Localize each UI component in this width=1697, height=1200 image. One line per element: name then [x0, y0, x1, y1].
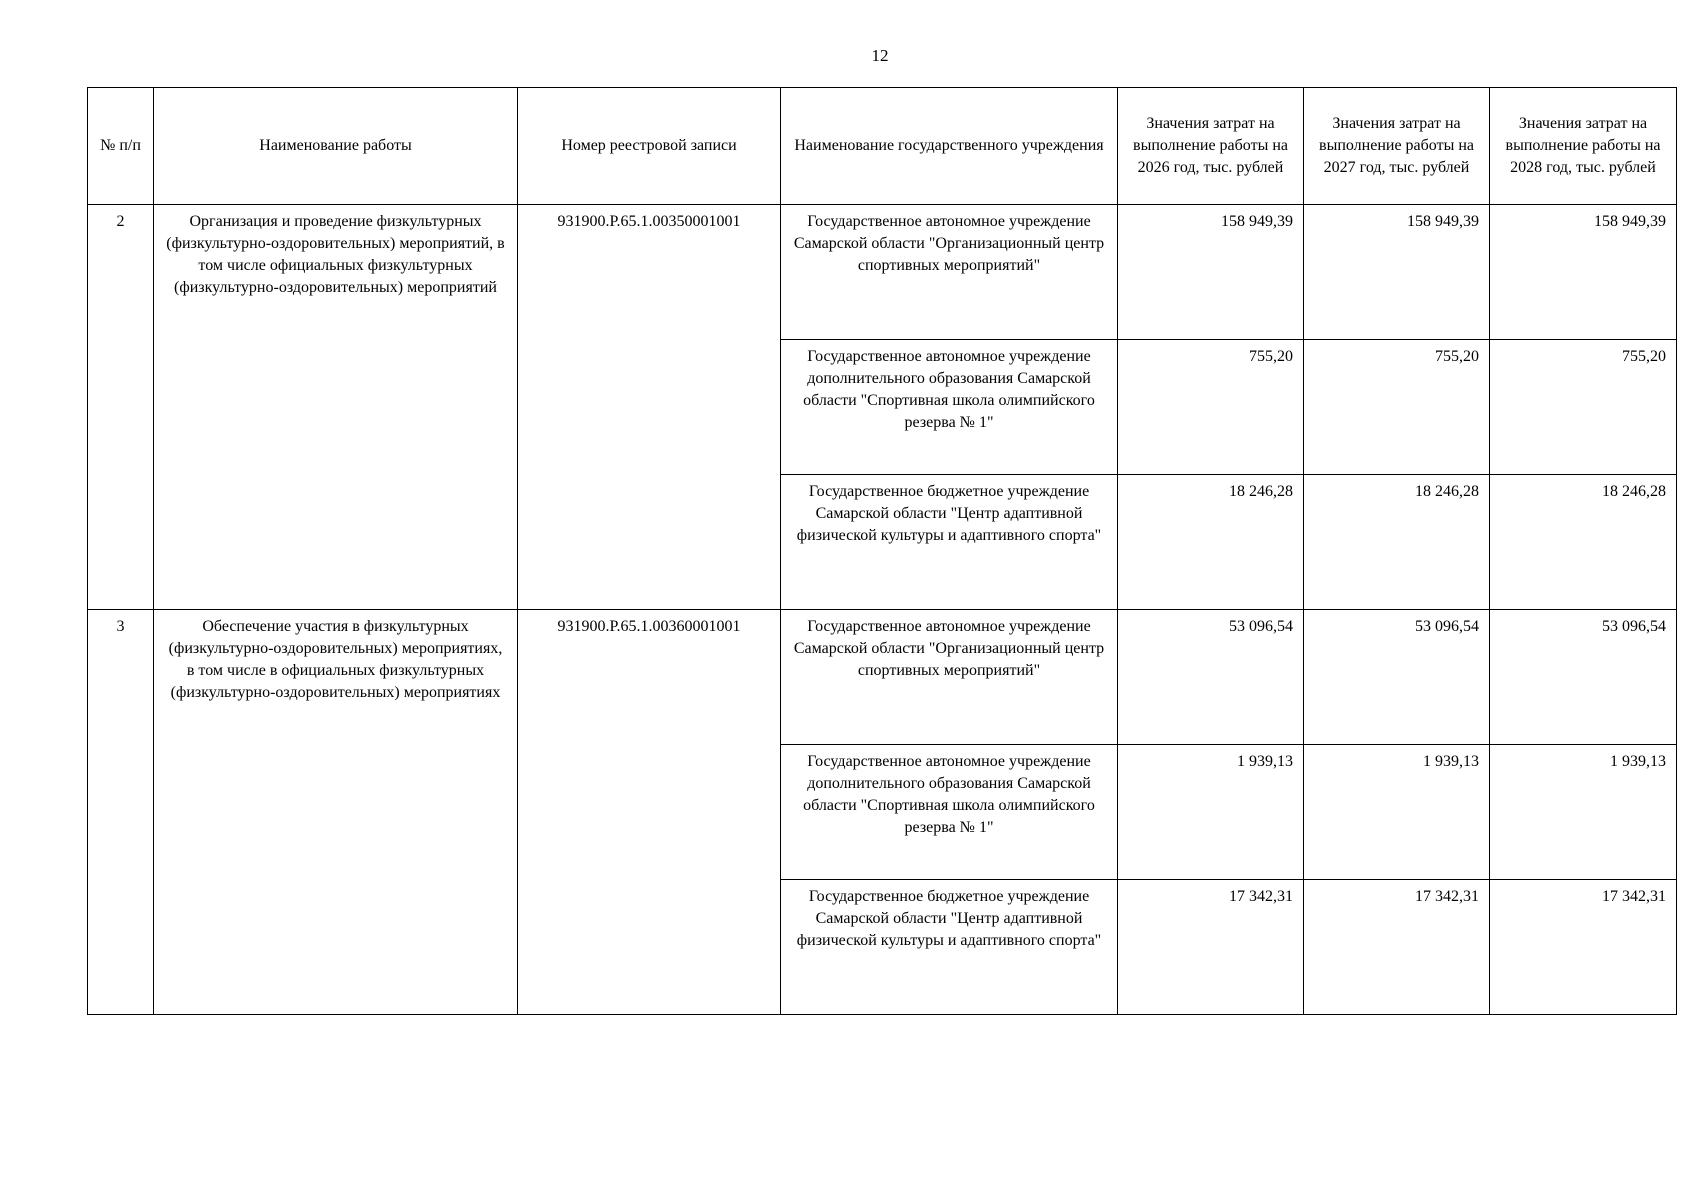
row-number: 2: [88, 205, 154, 610]
row-number: 3: [88, 610, 154, 1015]
header-cost-2027: Значения затрат на выполнение работы на 2027 год, тыс. рублей: [1304, 88, 1490, 205]
work-name: Обеспечение участия в физкультурных (физкультурно-оздоровительных) мероприятиях, в том числе в официальных физкультурных (физкультурно-оздоровительных) мероприятиях: [154, 610, 518, 1015]
header-institution: Наименование государственного учреждения: [781, 88, 1118, 205]
institution-name: Государственное бюджетное учреждение Самарской области "Центр адаптивной физической культуры и адаптивного спорта": [781, 475, 1118, 610]
cost-2027: 18 246,28: [1304, 475, 1490, 610]
header-row: [88, 88, 1677, 205]
work-name: Организация и проведение физкультурных (физкультурно-оздоровительных) мероприятий, в том числе официальных физкультурных (физкультурно-оздоровительных) мероприятий: [154, 205, 518, 610]
cost-2028: 18 246,28: [1490, 475, 1677, 610]
institution-name: Государственное бюджетное учреждение Самарской области "Центр адаптивной физической культуры и адаптивного спорта": [781, 880, 1118, 1015]
header-cost-2028: Значения затрат на выполнение работы на 2028 год, тыс. рублей: [1490, 88, 1677, 205]
cost-2028: 158 949,39: [1490, 205, 1677, 340]
cost-2028: 53 096,54: [1490, 610, 1677, 745]
cost-table: [87, 87, 1677, 1015]
institution-name: Государственное автономное учреждение дополнительного образования Самарской области "Спортивная школа олимпийского резерва № 1": [781, 745, 1118, 880]
header-registry: Номер реестровой записи: [518, 88, 781, 205]
cost-2027: 755,20: [1304, 340, 1490, 475]
table-row: [88, 205, 1677, 340]
institution-name: Государственное автономное учреждение Самарской области "Организационный центр спортивных мероприятий": [781, 610, 1118, 745]
header-num: № п/п: [88, 88, 154, 205]
registry-number: 931900.Р.65.1.00360001001: [518, 610, 781, 1015]
header-work: Наименование работы: [154, 88, 518, 205]
cost-2028: 755,20: [1490, 340, 1677, 475]
cost-2028: 17 342,31: [1490, 880, 1677, 1015]
cost-2026: 755,20: [1118, 340, 1304, 475]
cost-2026: 18 246,28: [1118, 475, 1304, 610]
cost-2028: 1 939,13: [1490, 745, 1677, 880]
cost-2027: 1 939,13: [1304, 745, 1490, 880]
cost-2027: 158 949,39: [1304, 205, 1490, 340]
page-number: 12: [871, 46, 889, 65]
registry-number: 931900.Р.65.1.00350001001: [518, 205, 781, 610]
institution-name: Государственное автономное учреждение дополнительного образования Самарской области "Спортивная школа олимпийского резерва № 1": [781, 340, 1118, 475]
institution-name: Государственное автономное учреждение Самарской области "Организационный центр спортивных мероприятий": [781, 205, 1118, 340]
cost-2026: 17 342,31: [1118, 880, 1304, 1015]
cost-2027: 17 342,31: [1304, 880, 1490, 1015]
cost-2026: 1 939,13: [1118, 745, 1304, 880]
cost-2026: 53 096,54: [1118, 610, 1304, 745]
cost-2027: 53 096,54: [1304, 610, 1490, 745]
header-cost-2026: Значения затрат на выполнение работы на 2026 год, тыс. рублей: [1118, 88, 1304, 205]
table-row: [88, 610, 1677, 745]
cost-2026: 158 949,39: [1118, 205, 1304, 340]
